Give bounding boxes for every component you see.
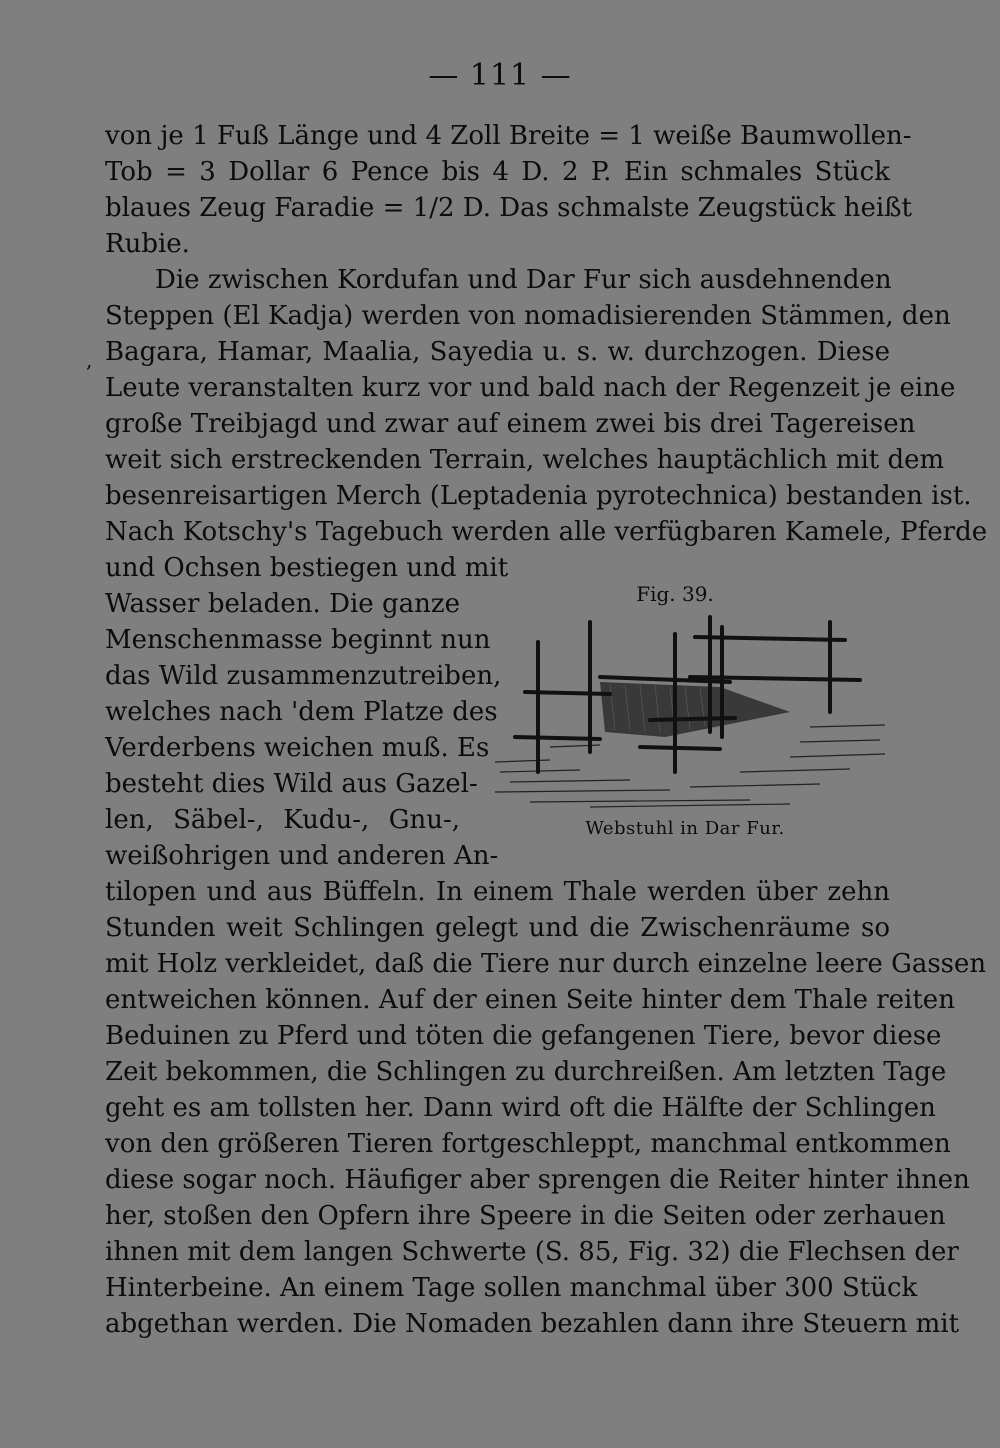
text-line: das Wild zusammenzutreiben,	[105, 661, 502, 691]
margin-mark: ,	[86, 348, 93, 372]
text-line: Verderbens weichen muß. Es	[105, 733, 490, 763]
figure	[480, 582, 900, 852]
text-line: weißohrigen und anderen An-	[105, 841, 499, 871]
page-number: — 111 —	[428, 58, 572, 93]
text-line: len, Säbel-, Kudu-, Gnu-,	[105, 805, 460, 835]
text-line: Nach Kotschy's Tagebuch werden alle verfügbaren Kamele, Pferde	[105, 517, 988, 547]
text-line: her, stoßen den Opfern ihre Speere in die Seiten oder zerhauen	[105, 1201, 946, 1231]
text-line: Wasser beladen. Die ganze	[105, 589, 460, 619]
text-line: ihnen mit dem langen Schwerte (S. 85, Fig. 32) die Flechsen der	[105, 1237, 959, 1267]
text-line: besenreisartigen Merch (Leptadenia pyrotechnica) bestanden ist.	[105, 481, 972, 511]
text-line: Rubie.	[105, 229, 190, 259]
text-line: entweichen können. Auf der einen Seite hinter dem Thale reiten	[105, 985, 955, 1015]
text-line: mit Holz verkleidet, daß die Tiere nur durch einzelne leere Gassen	[105, 949, 987, 979]
text-line: weit sich erstreckenden Terrain, welches hauptächlich mit dem	[105, 445, 945, 475]
text-line: Menschenmasse beginnt nun	[105, 625, 491, 655]
text-line: diese sogar noch. Häufiger aber sprengen die Reiter hinter ihnen	[105, 1165, 970, 1195]
text-line: Die zwischen Kordufan und Dar Fur sich ausdehnenden	[155, 265, 892, 295]
text-line: tilopen und aus Büffeln. In einem Thale werden über zehn	[105, 877, 890, 907]
figure-label: Fig. 39.	[636, 582, 714, 606]
text-line: Steppen (El Kadja) werden von nomadisierenden Stämmen, den	[105, 301, 951, 331]
text-line: Stunden weit Schlingen gelegt und die Zwischenräume so	[105, 913, 890, 943]
text-line: und Ochsen bestiegen und mit	[105, 553, 509, 583]
figure-caption: Webstuhl in Dar Fur.	[585, 818, 785, 839]
text-line: Leute veranstalten kurz vor und bald nach der Regenzeit je eine	[105, 373, 956, 403]
text-line: Tob = 3 Dollar 6 Pence bis 4 D. 2 P. Ein schmales Stück	[105, 157, 890, 187]
text-line: Beduinen zu Pferd und töten die gefangenen Tiere, bevor diese	[105, 1021, 942, 1051]
text-line: blaues Zeug Faradie = 1/2 D. Das schmalste Zeugstück heißt	[105, 193, 912, 223]
text-line: geht es am tollsten her. Dann wird oft die Hälfte der Schlingen	[105, 1093, 936, 1123]
text-line: von je 1 Fuß Länge und 4 Zoll Breite = 1 weiße Baumwollen-	[105, 121, 912, 151]
text-line: Hinterbeine. An einem Tage sollen manchmal über 300 Stück	[105, 1273, 918, 1303]
text-line: Zeit bekommen, die Schlingen zu durchreißen. Am letzten Tage	[105, 1057, 947, 1087]
text-line: von den größeren Tieren fortgeschleppt, manchmal entkommen	[105, 1129, 951, 1159]
text-line: abgethan werden. Die Nomaden bezahlen dann ihre Steuern mit	[105, 1309, 960, 1339]
loom-illustration	[490, 612, 890, 812]
text-line: welches nach 'dem Platze des	[105, 697, 498, 727]
text-line: Bagara, Hamar, Maalia, Sayedia u. s. w. durchzogen. Diese	[105, 337, 890, 367]
text-line: große Treibjagd und zwar auf einem zwei bis drei Tagereisen	[105, 409, 916, 439]
text-line: besteht dies Wild aus Gazel-	[105, 769, 478, 799]
